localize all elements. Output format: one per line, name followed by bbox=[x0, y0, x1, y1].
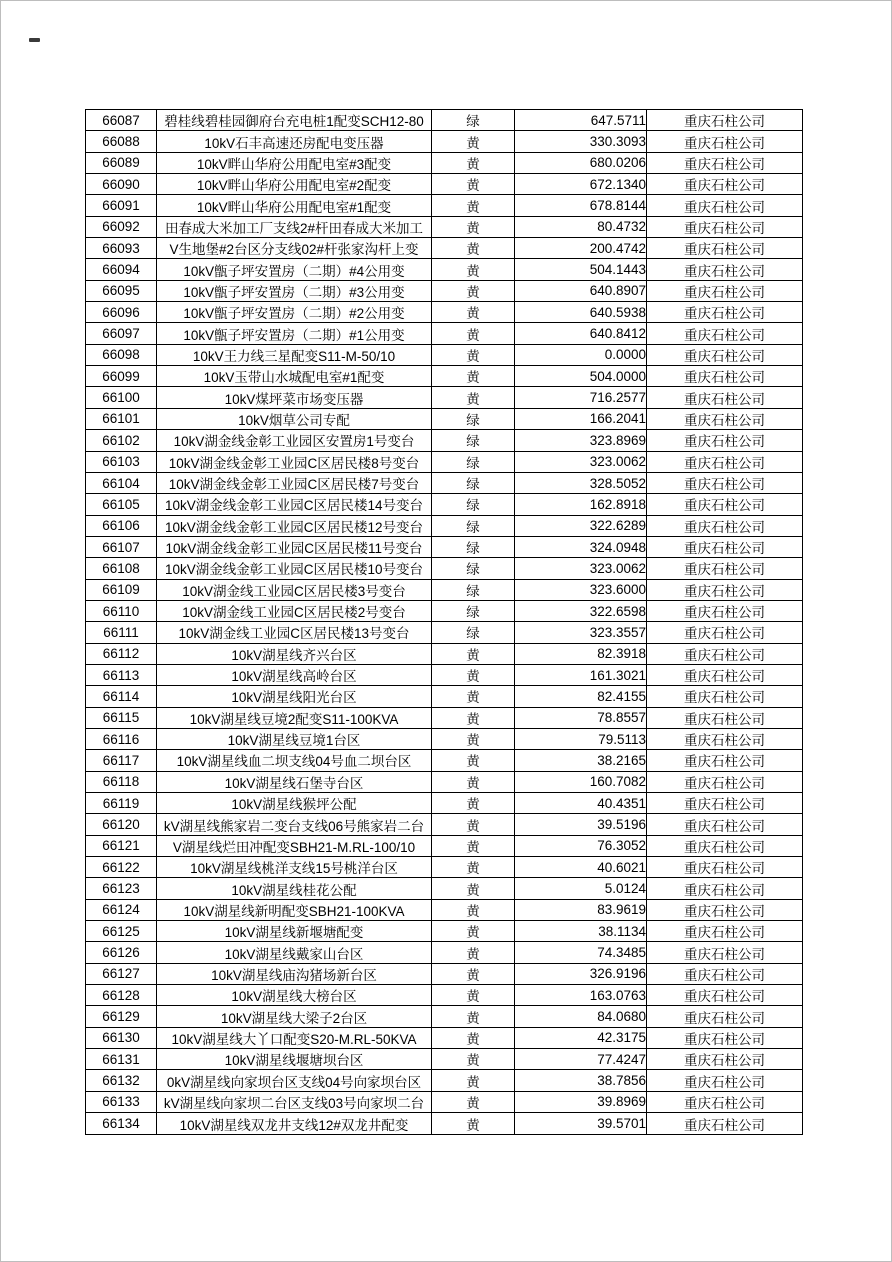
energy-value: 640.8412 bbox=[515, 323, 647, 344]
device-name: 10kV湖星线高岭台区 bbox=[157, 664, 432, 685]
status-label: 绿 bbox=[432, 558, 515, 579]
row-id: 66087 bbox=[86, 110, 157, 131]
row-id: 66102 bbox=[86, 430, 157, 451]
device-name: V生地堡#2台区分支线02#杆张家沟杆上变 bbox=[157, 238, 432, 259]
status-label: 黄 bbox=[432, 174, 515, 195]
status-label: 黄 bbox=[432, 1049, 515, 1070]
device-name: 10kV湖星线血二坝支线04号血二坝台区 bbox=[157, 750, 432, 771]
energy-value: 40.4351 bbox=[515, 793, 647, 814]
table-row bbox=[86, 622, 803, 643]
table-row bbox=[86, 707, 803, 728]
table-row bbox=[86, 238, 803, 259]
table-row bbox=[86, 280, 803, 301]
row-id: 66133 bbox=[86, 1091, 157, 1112]
energy-value: 38.1134 bbox=[515, 921, 647, 942]
energy-value: 40.6021 bbox=[515, 857, 647, 878]
status-label: 黄 bbox=[432, 921, 515, 942]
company-name: 重庆石柱公司 bbox=[647, 707, 803, 728]
status-label: 绿 bbox=[432, 515, 515, 536]
row-id: 66095 bbox=[86, 280, 157, 301]
row-id: 66132 bbox=[86, 1070, 157, 1091]
energy-value: 324.0948 bbox=[515, 536, 647, 557]
row-id: 66109 bbox=[86, 579, 157, 600]
status-label: 黄 bbox=[432, 707, 515, 728]
energy-value: 678.8144 bbox=[515, 195, 647, 216]
energy-value: 322.6598 bbox=[515, 600, 647, 621]
device-name: 10kV湖星线新堰塘配变 bbox=[157, 921, 432, 942]
status-label: 绿 bbox=[432, 600, 515, 621]
row-id: 66090 bbox=[86, 174, 157, 195]
company-name: 重庆石柱公司 bbox=[647, 579, 803, 600]
status-label: 黄 bbox=[432, 750, 515, 771]
energy-value: 76.3052 bbox=[515, 835, 647, 856]
company-name: 重庆石柱公司 bbox=[647, 728, 803, 749]
company-name: 重庆石柱公司 bbox=[647, 515, 803, 536]
company-name: 重庆石柱公司 bbox=[647, 985, 803, 1006]
company-name: 重庆石柱公司 bbox=[647, 216, 803, 237]
energy-value: 322.6289 bbox=[515, 515, 647, 536]
device-name: 10kV王力线三星配变S11-M-50/10 bbox=[157, 344, 432, 365]
status-label: 黄 bbox=[432, 771, 515, 792]
table-row bbox=[86, 131, 803, 152]
energy-value: 84.0680 bbox=[515, 1006, 647, 1027]
company-name: 重庆石柱公司 bbox=[647, 963, 803, 984]
row-id: 66091 bbox=[86, 195, 157, 216]
device-name: 10kV湖星线桃洋支线15号桃洋台区 bbox=[157, 857, 432, 878]
company-name: 重庆石柱公司 bbox=[647, 643, 803, 664]
row-id: 66115 bbox=[86, 707, 157, 728]
device-name: 10kV湖星线豆境2配变S11-100KVA bbox=[157, 707, 432, 728]
status-label: 黄 bbox=[432, 728, 515, 749]
status-label: 黄 bbox=[432, 366, 515, 387]
table-row bbox=[86, 387, 803, 408]
energy-value: 82.4155 bbox=[515, 686, 647, 707]
energy-value: 78.8557 bbox=[515, 707, 647, 728]
row-id: 66092 bbox=[86, 216, 157, 237]
company-name: 重庆石柱公司 bbox=[647, 921, 803, 942]
company-name: 重庆石柱公司 bbox=[647, 1091, 803, 1112]
table-row bbox=[86, 771, 803, 792]
status-label: 黄 bbox=[432, 259, 515, 280]
table-row bbox=[86, 174, 803, 195]
company-name: 重庆石柱公司 bbox=[647, 494, 803, 515]
table-row bbox=[86, 728, 803, 749]
energy-value: 82.3918 bbox=[515, 643, 647, 664]
company-name: 重庆石柱公司 bbox=[647, 451, 803, 472]
energy-value: 39.5701 bbox=[515, 1113, 647, 1135]
status-label: 黄 bbox=[432, 1091, 515, 1112]
table-row bbox=[86, 942, 803, 963]
device-name: 10kV煤坪菜市场变压器 bbox=[157, 387, 432, 408]
status-label: 绿 bbox=[432, 430, 515, 451]
page-corner-mark bbox=[29, 38, 40, 42]
company-name: 重庆石柱公司 bbox=[647, 793, 803, 814]
device-name: 田春成大米加工厂支线2#杆田春成大米加工 bbox=[157, 216, 432, 237]
table-row bbox=[86, 835, 803, 856]
row-id: 66131 bbox=[86, 1049, 157, 1070]
row-id: 66108 bbox=[86, 558, 157, 579]
table-row bbox=[86, 216, 803, 237]
company-name: 重庆石柱公司 bbox=[647, 814, 803, 835]
company-name: 重庆石柱公司 bbox=[647, 1113, 803, 1135]
energy-value: 161.3021 bbox=[515, 664, 647, 685]
table-row bbox=[86, 558, 803, 579]
device-name: 10kV湖金线金彰工业园C区居民楼14号变台 bbox=[157, 494, 432, 515]
status-label: 绿 bbox=[432, 408, 515, 429]
row-id: 66110 bbox=[86, 600, 157, 621]
device-name: 10kV湖星线石堡寺台区 bbox=[157, 771, 432, 792]
row-id: 66123 bbox=[86, 878, 157, 899]
energy-value: 328.5052 bbox=[515, 472, 647, 493]
status-label: 黄 bbox=[432, 280, 515, 301]
device-name: 10kV畔山华府公用配电室#1配变 bbox=[157, 195, 432, 216]
table-row bbox=[86, 195, 803, 216]
energy-value: 323.0062 bbox=[515, 451, 647, 472]
energy-value: 323.8969 bbox=[515, 430, 647, 451]
device-energy-table bbox=[85, 109, 803, 1135]
energy-value: 38.7856 bbox=[515, 1070, 647, 1091]
company-name: 重庆石柱公司 bbox=[647, 323, 803, 344]
device-name: 10kV湖星线猴坪公配 bbox=[157, 793, 432, 814]
device-name: 10kV甑子坪安置房（二期）#3公用变 bbox=[157, 280, 432, 301]
row-id: 66118 bbox=[86, 771, 157, 792]
row-id: 66122 bbox=[86, 857, 157, 878]
table-row bbox=[86, 857, 803, 878]
energy-value: 163.0763 bbox=[515, 985, 647, 1006]
status-label: 黄 bbox=[432, 857, 515, 878]
status-label: 黄 bbox=[432, 152, 515, 173]
company-name: 重庆石柱公司 bbox=[647, 110, 803, 131]
energy-value: 672.1340 bbox=[515, 174, 647, 195]
company-name: 重庆石柱公司 bbox=[647, 152, 803, 173]
table-row bbox=[86, 323, 803, 344]
table-row bbox=[86, 1027, 803, 1048]
status-label: 黄 bbox=[432, 238, 515, 259]
table-row bbox=[86, 963, 803, 984]
table-row bbox=[86, 472, 803, 493]
device-name: 10kV甑子坪安置房（二期）#2公用变 bbox=[157, 302, 432, 323]
company-name: 重庆石柱公司 bbox=[647, 878, 803, 899]
row-id: 66096 bbox=[86, 302, 157, 323]
row-id: 66114 bbox=[86, 686, 157, 707]
device-name: 10kV甑子坪安置房（二期）#1公用变 bbox=[157, 323, 432, 344]
row-id: 66130 bbox=[86, 1027, 157, 1048]
device-name: 10kV湖金线工业园C区居民楼3号变台 bbox=[157, 579, 432, 600]
company-name: 重庆石柱公司 bbox=[647, 1049, 803, 1070]
device-name: 10kV湖金线金彰工业园C区居民楼12号变台 bbox=[157, 515, 432, 536]
company-name: 重庆石柱公司 bbox=[647, 771, 803, 792]
table-row bbox=[86, 110, 803, 131]
status-label: 黄 bbox=[432, 878, 515, 899]
company-name: 重庆石柱公司 bbox=[647, 366, 803, 387]
row-id: 66103 bbox=[86, 451, 157, 472]
company-name: 重庆石柱公司 bbox=[647, 600, 803, 621]
company-name: 重庆石柱公司 bbox=[647, 686, 803, 707]
table-row bbox=[86, 536, 803, 557]
table-row bbox=[86, 600, 803, 621]
row-id: 66126 bbox=[86, 942, 157, 963]
table-row bbox=[86, 899, 803, 920]
energy-value: 640.5938 bbox=[515, 302, 647, 323]
device-name: 10kV湖星线桂花公配 bbox=[157, 878, 432, 899]
row-id: 66093 bbox=[86, 238, 157, 259]
company-name: 重庆石柱公司 bbox=[647, 899, 803, 920]
energy-value: 504.0000 bbox=[515, 366, 647, 387]
device-name: 10kV湖金线金彰工业园C区居民楼10号变台 bbox=[157, 558, 432, 579]
row-id: 66106 bbox=[86, 515, 157, 536]
company-name: 重庆石柱公司 bbox=[647, 622, 803, 643]
row-id: 66134 bbox=[86, 1113, 157, 1135]
energy-value: 162.8918 bbox=[515, 494, 647, 515]
energy-value: 77.4247 bbox=[515, 1049, 647, 1070]
device-name: 10kV湖金线工业园C区居民楼13号变台 bbox=[157, 622, 432, 643]
row-id: 66099 bbox=[86, 366, 157, 387]
table-row bbox=[86, 430, 803, 451]
device-name: 10kV湖星线堰塘坝台区 bbox=[157, 1049, 432, 1070]
energy-value: 680.0206 bbox=[515, 152, 647, 173]
status-label: 绿 bbox=[432, 494, 515, 515]
row-id: 66128 bbox=[86, 985, 157, 1006]
energy-value: 39.5196 bbox=[515, 814, 647, 835]
company-name: 重庆石柱公司 bbox=[647, 259, 803, 280]
status-label: 黄 bbox=[432, 1070, 515, 1091]
company-name: 重庆石柱公司 bbox=[647, 408, 803, 429]
energy-value: 74.3485 bbox=[515, 942, 647, 963]
device-name: 10kV湖金线工业园C区居民楼2号变台 bbox=[157, 600, 432, 621]
row-id: 66125 bbox=[86, 921, 157, 942]
table-row bbox=[86, 1049, 803, 1070]
device-name: 10kV湖星线大丫口配变S20-M.RL-50KVA bbox=[157, 1027, 432, 1048]
energy-value: 330.3093 bbox=[515, 131, 647, 152]
company-name: 重庆石柱公司 bbox=[647, 195, 803, 216]
company-name: 重庆石柱公司 bbox=[647, 344, 803, 365]
row-id: 66120 bbox=[86, 814, 157, 835]
device-name: V湖星线烂田冲配变SBH21-M.RL-100/10 bbox=[157, 835, 432, 856]
company-name: 重庆石柱公司 bbox=[647, 558, 803, 579]
table-row bbox=[86, 793, 803, 814]
row-id: 66098 bbox=[86, 344, 157, 365]
energy-value: 647.5711 bbox=[515, 110, 647, 131]
energy-value: 80.4732 bbox=[515, 216, 647, 237]
device-name: 10kV湖星线戴家山台区 bbox=[157, 942, 432, 963]
company-name: 重庆石柱公司 bbox=[647, 1027, 803, 1048]
table-row bbox=[86, 1091, 803, 1112]
table-row bbox=[86, 1113, 803, 1135]
company-name: 重庆石柱公司 bbox=[647, 664, 803, 685]
row-id: 66127 bbox=[86, 963, 157, 984]
table-row bbox=[86, 985, 803, 1006]
status-label: 黄 bbox=[432, 963, 515, 984]
table-row bbox=[86, 579, 803, 600]
energy-value: 38.2165 bbox=[515, 750, 647, 771]
device-name: kV湖星线向家坝二台区支线03号向家坝二台 bbox=[157, 1091, 432, 1112]
energy-value: 504.1443 bbox=[515, 259, 647, 280]
row-id: 66113 bbox=[86, 664, 157, 685]
device-name: 10kV湖星线新明配变SBH21-100KVA bbox=[157, 899, 432, 920]
status-label: 黄 bbox=[432, 686, 515, 707]
energy-value: 200.4742 bbox=[515, 238, 647, 259]
company-name: 重庆石柱公司 bbox=[647, 750, 803, 771]
table-row bbox=[86, 302, 803, 323]
device-name: 碧桂线碧桂园御府台充电桩1配变SCH12-80 bbox=[157, 110, 432, 131]
device-name: 10kV畔山华府公用配电室#3配变 bbox=[157, 152, 432, 173]
status-label: 黄 bbox=[432, 835, 515, 856]
status-label: 黄 bbox=[432, 899, 515, 920]
table-row bbox=[86, 878, 803, 899]
company-name: 重庆石柱公司 bbox=[647, 387, 803, 408]
status-label: 黄 bbox=[432, 387, 515, 408]
energy-value: 716.2577 bbox=[515, 387, 647, 408]
status-label: 黄 bbox=[432, 195, 515, 216]
table-row bbox=[86, 152, 803, 173]
energy-value: 166.2041 bbox=[515, 408, 647, 429]
table-row bbox=[86, 408, 803, 429]
company-name: 重庆石柱公司 bbox=[647, 1070, 803, 1091]
row-id: 66088 bbox=[86, 131, 157, 152]
row-id: 66111 bbox=[86, 622, 157, 643]
energy-value: 323.0062 bbox=[515, 558, 647, 579]
table-row bbox=[86, 921, 803, 942]
company-name: 重庆石柱公司 bbox=[647, 536, 803, 557]
status-label: 黄 bbox=[432, 814, 515, 835]
company-name: 重庆石柱公司 bbox=[647, 857, 803, 878]
row-id: 66116 bbox=[86, 728, 157, 749]
company-name: 重庆石柱公司 bbox=[647, 174, 803, 195]
status-label: 黄 bbox=[432, 1006, 515, 1027]
energy-value: 323.6000 bbox=[515, 579, 647, 600]
energy-value: 160.7082 bbox=[515, 771, 647, 792]
table-row bbox=[86, 366, 803, 387]
status-label: 黄 bbox=[432, 1113, 515, 1135]
device-name: 10kV湖金线金彰工业园C区居民楼7号变台 bbox=[157, 472, 432, 493]
company-name: 重庆石柱公司 bbox=[647, 131, 803, 152]
device-name: 10kV湖金线金彰工业园C区居民楼8号变台 bbox=[157, 451, 432, 472]
row-id: 66089 bbox=[86, 152, 157, 173]
row-id: 66101 bbox=[86, 408, 157, 429]
device-name: 10kV湖星线阳光台区 bbox=[157, 686, 432, 707]
table-row bbox=[86, 494, 803, 515]
device-name: kV湖星线熊家岩二变台支线06号熊家岩二台 bbox=[157, 814, 432, 835]
table-row bbox=[86, 814, 803, 835]
energy-value: 0.0000 bbox=[515, 344, 647, 365]
table-row bbox=[86, 259, 803, 280]
status-label: 黄 bbox=[432, 323, 515, 344]
row-id: 66129 bbox=[86, 1006, 157, 1027]
status-label: 黄 bbox=[432, 1027, 515, 1048]
status-label: 黄 bbox=[432, 643, 515, 664]
table-row bbox=[86, 1006, 803, 1027]
status-label: 黄 bbox=[432, 131, 515, 152]
row-id: 66107 bbox=[86, 536, 157, 557]
status-label: 绿 bbox=[432, 536, 515, 557]
table-body bbox=[86, 110, 803, 1135]
table-row bbox=[86, 344, 803, 365]
energy-value: 5.0124 bbox=[515, 878, 647, 899]
table-row bbox=[86, 686, 803, 707]
status-label: 绿 bbox=[432, 110, 515, 131]
energy-value: 323.3557 bbox=[515, 622, 647, 643]
device-name: 10kV湖星线齐兴台区 bbox=[157, 643, 432, 664]
row-id: 66104 bbox=[86, 472, 157, 493]
energy-value: 42.3175 bbox=[515, 1027, 647, 1048]
device-name: 10kV湖星线豆境1台区 bbox=[157, 728, 432, 749]
row-id: 66117 bbox=[86, 750, 157, 771]
company-name: 重庆石柱公司 bbox=[647, 430, 803, 451]
device-name: 10kV湖星线大梁子2台区 bbox=[157, 1006, 432, 1027]
device-name: 10kV石丰高速还房配电变压器 bbox=[157, 131, 432, 152]
status-label: 绿 bbox=[432, 622, 515, 643]
table-row bbox=[86, 750, 803, 771]
company-name: 重庆石柱公司 bbox=[647, 1006, 803, 1027]
status-label: 黄 bbox=[432, 216, 515, 237]
row-id: 66097 bbox=[86, 323, 157, 344]
row-id: 66121 bbox=[86, 835, 157, 856]
table-row bbox=[86, 1070, 803, 1091]
device-name: 10kV湖星线双龙井支线12#双龙井配变 bbox=[157, 1113, 432, 1135]
table-row bbox=[86, 515, 803, 536]
company-name: 重庆石柱公司 bbox=[647, 280, 803, 301]
device-name: 10kV湖星线大榜台区 bbox=[157, 985, 432, 1006]
status-label: 绿 bbox=[432, 451, 515, 472]
device-name: 10kV甑子坪安置房（二期）#4公用变 bbox=[157, 259, 432, 280]
row-id: 66105 bbox=[86, 494, 157, 515]
row-id: 66112 bbox=[86, 643, 157, 664]
table-row bbox=[86, 643, 803, 664]
device-name: 10kV湖星线庙沟猪场新台区 bbox=[157, 963, 432, 984]
device-name: 10kV玉带山水城配电室#1配变 bbox=[157, 366, 432, 387]
status-label: 黄 bbox=[432, 793, 515, 814]
table-row bbox=[86, 664, 803, 685]
status-label: 绿 bbox=[432, 472, 515, 493]
status-label: 黄 bbox=[432, 664, 515, 685]
status-label: 黄 bbox=[432, 302, 515, 323]
row-id: 66094 bbox=[86, 259, 157, 280]
company-name: 重庆石柱公司 bbox=[647, 302, 803, 323]
device-name: 10kV烟草公司专配 bbox=[157, 408, 432, 429]
device-name: 10kV畔山华府公用配电室#2配变 bbox=[157, 174, 432, 195]
company-name: 重庆石柱公司 bbox=[647, 835, 803, 856]
table-row bbox=[86, 451, 803, 472]
energy-value: 79.5113 bbox=[515, 728, 647, 749]
status-label: 绿 bbox=[432, 579, 515, 600]
row-id: 66124 bbox=[86, 899, 157, 920]
company-name: 重庆石柱公司 bbox=[647, 942, 803, 963]
row-id: 66100 bbox=[86, 387, 157, 408]
device-name: 0kV湖星线向家坝台区支线04号向家坝台区 bbox=[157, 1070, 432, 1091]
device-name: 10kV湖金线金彰工业园区安置房1号变台 bbox=[157, 430, 432, 451]
row-id: 66119 bbox=[86, 793, 157, 814]
energy-value: 83.9619 bbox=[515, 899, 647, 920]
company-name: 重庆石柱公司 bbox=[647, 238, 803, 259]
device-name: 10kV湖金线金彰工业园C区居民楼11号变台 bbox=[157, 536, 432, 557]
status-label: 黄 bbox=[432, 985, 515, 1006]
status-label: 黄 bbox=[432, 344, 515, 365]
energy-value: 39.8969 bbox=[515, 1091, 647, 1112]
company-name: 重庆石柱公司 bbox=[647, 472, 803, 493]
energy-value: 326.9196 bbox=[515, 963, 647, 984]
status-label: 黄 bbox=[432, 942, 515, 963]
energy-value: 640.8907 bbox=[515, 280, 647, 301]
